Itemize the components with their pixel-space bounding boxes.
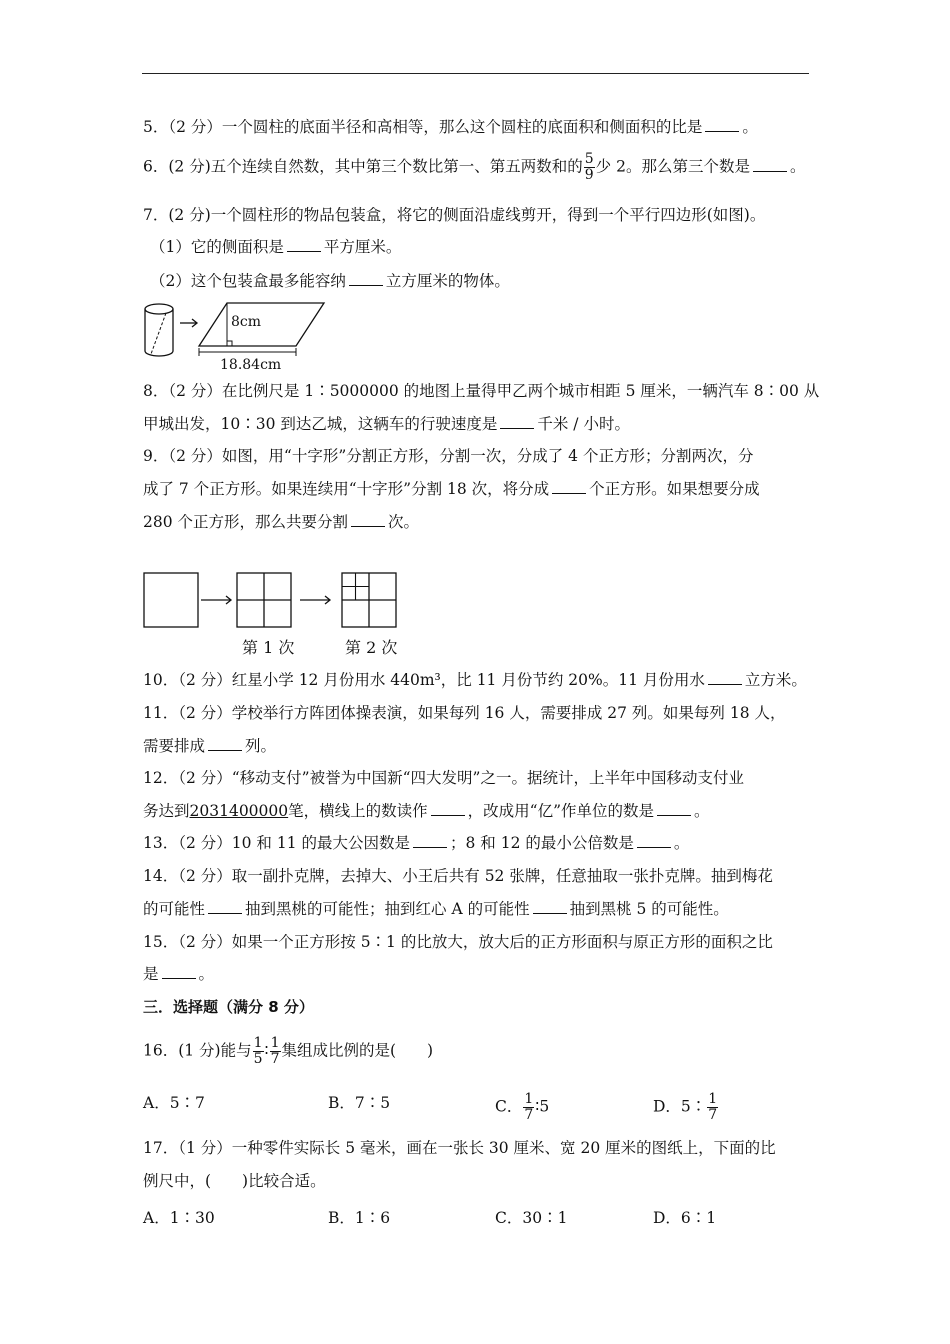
q13-blank-2[interactable] [637, 833, 671, 848]
question-17-line-1: 17．（1 分）一种零件实际长 5 毫米，画在一张长 30 厘米、宽 20 厘米的图纸上，下面的比 [143, 1139, 776, 1157]
q15-blank[interactable] [162, 964, 196, 979]
question-14-line-2: 的可能性 抽到黑桃的可能性；抽到红心 A 的可能性 抽到黑桃 5 的可能性。 [143, 900, 729, 918]
question-13: 13．（2 分）10 和 11 的最大公因数是 ；8 和 12 的最小公倍数是 。 [143, 834, 690, 852]
q5-text: 5．（2 分）一个圆柱的底面半径和高相等，那么这个圆柱的底面积和侧面积的比是 [143, 118, 703, 136]
q9-blank-1[interactable] [552, 479, 586, 494]
q12-blank-2[interactable] [657, 801, 691, 816]
q6-blank[interactable] [753, 157, 787, 172]
question-9-line-2: 成了 7 个正方形。如果连续用“十字形”分割 18 次，将分成 个正方形。如果想要分成 [143, 480, 760, 498]
question-9-line-1: 9．（2 分）如图，用“十字形”分割正方形，分割一次，分成了 4 个正方形；分割两次，分 [143, 447, 754, 465]
q16-fraction-2: $\frac{1}{7}$ [270, 1035, 280, 1067]
q7-1-blank[interactable] [287, 237, 321, 252]
q12-blank-1[interactable] [431, 801, 465, 816]
question-17-line-2: 例尺中，( )比较合适。 [143, 1172, 326, 1190]
question-16: 16．(1 分)能与 $\frac{1}{5}$ ∶ $\frac{1}{7}$ 集组成比例的是( ) [143, 1035, 434, 1067]
fig-base-label: 18.84cm [220, 357, 282, 373]
question-12-line-1: 12．（2 分）“移动支付”被誉为中国新“四大发明”之一。据统计，上半年中国移动支付业 [143, 769, 744, 787]
question-15-line-1: 15．（2 分）如果一个正方形按 5∶1 的比放大，放大后的正方形面积与原正方形的面积之比 [143, 933, 773, 951]
q5-blank[interactable] [705, 117, 739, 132]
q17-option-d[interactable]: D．6∶1 [653, 1209, 717, 1227]
question-9-line-3: 280 个正方形，那么共要分割 次。 [143, 513, 420, 531]
question-7-part-1: （1）它的侧面积是 平方厘米。 [150, 238, 402, 256]
q17-option-a[interactable]: A．1∶30 [143, 1209, 215, 1227]
question-12-line-2: 务达到2031400000笔，横线上的数读作 ，改成用“亿”作单位的数是 。 [143, 802, 710, 820]
question-7: 7．(2 分)一个圆柱形的物品包装盒，将它的侧面沿虚线剪开，得到一个平行四边形(如图)。 [143, 206, 766, 224]
question-5: 5．（2 分）一个圆柱的底面半径和高相等，那么这个圆柱的底面积和侧面积的比是 。 [143, 118, 758, 136]
q9-blank-2[interactable] [351, 512, 385, 527]
question-8-line-1: 8．（2 分）在比例尺是 1∶5000000 的地图上量得甲乙两个城市相距 5 厘米，一辆汽车 8∶00 从 [143, 382, 820, 400]
q16-fraction-1: $\frac{1}{5}$ [253, 1035, 263, 1067]
question-7-part-2: （2）这个包装盒最多能容纳 立方厘米的物体。 [150, 272, 510, 290]
header-rule [142, 73, 809, 74]
q14-blank-1[interactable] [208, 899, 242, 914]
q10-blank[interactable] [708, 670, 742, 685]
fig-label-1: 第 1 次 [242, 638, 295, 657]
q6-fraction: $\frac{5}{9}$ [584, 151, 594, 183]
q17-option-b[interactable]: B．1∶6 [328, 1209, 391, 1227]
q16-option-a[interactable]: A．5∶7 [143, 1094, 205, 1112]
fig-label-2: 第 2 次 [345, 638, 398, 657]
q14-blank-2[interactable] [533, 899, 567, 914]
section-3-heading: 三．选择题（满分 8 分） [143, 998, 314, 1016]
q11-blank[interactable] [208, 736, 242, 751]
q7-2-blank[interactable] [349, 271, 383, 286]
q8-blank[interactable] [500, 414, 534, 429]
question-10: 10．（2 分）红星小学 12 月份用水 440m³，比 11 月份节约 20%。11 月份用水 立方米。 [143, 671, 807, 689]
question-11-line-1: 11．（2 分）学校举行方阵团体操表演，如果每列 16 人，需要排成 27 列。如果每列 18 人， [143, 704, 786, 722]
q16-option-d[interactable]: D．5∶ $\frac{1}{7}$ [653, 1091, 718, 1123]
fig-height-label: 8cm [231, 314, 262, 330]
q16-option-b[interactable]: B．7∶5 [328, 1094, 391, 1112]
question-8-line-2: 甲城出发，10∶30 到达乙城，这辆车的行驶速度是 千米 / 小时。 [143, 415, 630, 433]
question-6: 6．(2 分)五个连续自然数，其中第三个数比第一、第五两数和的 $\frac{5}{9}$ 少 2。那么第三个数是 。 [143, 151, 806, 183]
q17-option-c[interactable]: C．30∶1 [495, 1209, 568, 1227]
q16-option-c[interactable]: C． $\frac{1}{7}$ ∶5 [495, 1091, 550, 1123]
cross-split-figure [140, 568, 405, 660]
question-14-line-1: 14．（2 分）取一副扑克牌，去掉大、小王后共有 52 张牌，任意抽取一张扑克牌。抽到梅花 [143, 867, 773, 885]
question-15-line-2: 是 。 [143, 965, 215, 983]
cylinder-net-figure [140, 298, 330, 374]
question-11-line-2: 需要排成 列。 [143, 737, 277, 755]
q13-blank-1[interactable] [413, 833, 447, 848]
underlined-number: 2031400000 [189, 802, 289, 820]
